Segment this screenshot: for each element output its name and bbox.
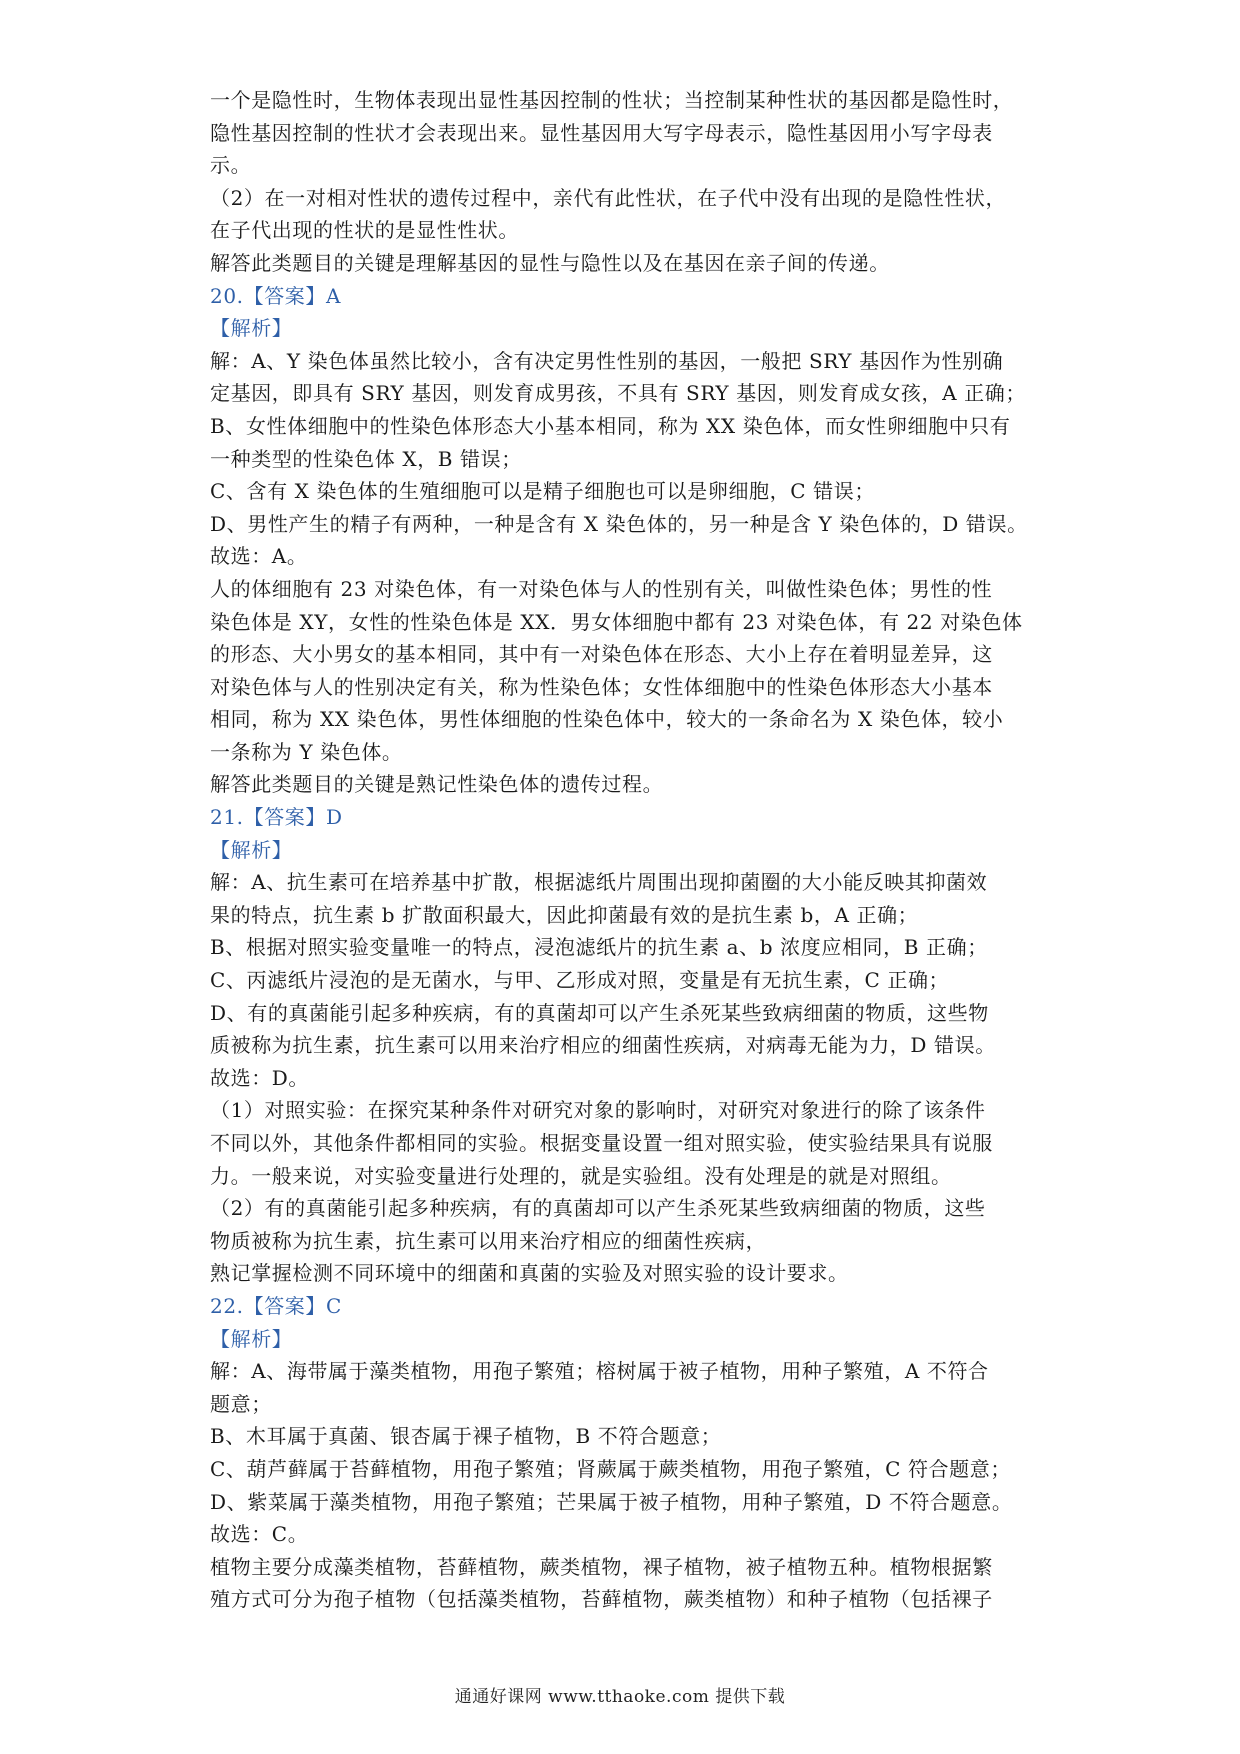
text-line: 染色体是 XY，女性的性染色体是 XX．男女体细胞中都有 23 对染色体，有 22 对染色体 — [210, 609, 1023, 634]
answer-heading-line: 20.【答案】A — [210, 283, 342, 308]
text-line: 解答此类题目的关键是熟记性染色体的遗传过程。 — [210, 772, 664, 797]
text-line: 力。一般来说，对实验变量进行处理的，就是实验组。没有处理是的就是对照组。 — [210, 1163, 952, 1188]
text-line: B、根据对照实验变量唯一的特点，浸泡滤纸片的抗生素 a、b 浓度应相同，B 正确； — [210, 935, 988, 960]
text-line: 植物主要分成藻类植物，苔藓植物，蕨类植物，裸子植物，被子植物五种。植物根据繁 — [210, 1554, 993, 1579]
text-line: 解：A、Y 染色体虽然比较小，含有决定男性性别的基因，一般把 SRY 基因作为性别确 — [210, 348, 1004, 373]
text-line: 在子代出现的性状的是显性性状。 — [210, 218, 519, 243]
text-line: （2）在一对相对性状的遗传过程中，亲代有此性状，在子代中没有出现的是隐性性状， — [210, 185, 1007, 210]
text-line: D、紫菜属于藻类植物，用孢子繁殖；芒果属于被子植物，用种子繁殖，D 不符合题意。 — [210, 1489, 1013, 1514]
text-line: 对染色体与人的性别决定有关，称为性染色体；女性体细胞中的性染色体形态大小基本 — [210, 674, 993, 699]
text-line: D、有的真菌能引起多种疾病，有的真菌却可以产生杀死某些致病细菌的物质，这些物 — [210, 1000, 989, 1025]
text-line: （1）对照实验：在探究某种条件对研究对象的影响时，对研究对象进行的除了该条件 — [210, 1098, 986, 1123]
text-line: C、含有 X 染色体的生殖细胞可以是精子细胞也可以是卵细胞，C 错误； — [210, 479, 875, 504]
answer-heading-line: 22.【答案】C — [210, 1293, 342, 1318]
text-line: 物质被称为抗生素，抗生素可以用来治疗相应的细菌性疾病， — [210, 1228, 767, 1253]
text-line: 故选：D。 — [210, 1065, 310, 1090]
text-line: B、女性体细胞中的性染色体形态大小基本相同，称为 XX 染色体，而女性卵细胞中只有 — [210, 413, 1011, 438]
text-line: 解：A、抗生素可在培养基中扩散，根据滤纸片周围出现抑菌圈的大小能反映其抑菌效 — [210, 870, 988, 895]
answer-heading-line: 【解析】 — [210, 837, 293, 862]
text-line: 不同以外，其他条件都相同的实验。根据变量设置一组对照实验，使实验结果具有说服 — [210, 1131, 993, 1155]
text-line: 解：A、海带属于藻类植物，用孢子繁殖；榕树属于被子植物，用种子繁殖，A 不符合 — [210, 1359, 989, 1384]
text-line: 质被称为抗生素，抗生素可以用来治疗相应的细菌性疾病，对病毒无能为力，D 错误。 — [210, 1033, 996, 1058]
document-body — [210, 84, 1042, 1616]
text-line: 殖方式可分为孢子植物（包括藻类植物，苔藓植物，蕨类植物）和种子植物（包括裸子 — [210, 1587, 993, 1612]
answer-heading-line: 21.【答案】D — [210, 805, 343, 830]
answer-heading-line: 【解析】 — [210, 316, 293, 341]
text-line: 故选：A。 — [210, 544, 308, 569]
text-line: 隐性基因控制的性状才会表现出来。显性基因用大写字母表示，隐性基因用小写字母表 — [210, 120, 993, 145]
text-line: 定基因，即具有 SRY 基因，则发育成男孩，不具有 SRY 基因，则发育成女孩，A 正确； — [210, 381, 1026, 406]
text-line: C、葫芦藓属于苔藓植物，用孢子繁殖；肾蕨属于蕨类植物，用孢子繁殖，C 符合题意； — [210, 1456, 1011, 1481]
text-line: 相同，称为 XX 染色体，男性体细胞的性染色体中，较大的一条命名为 X 染色体，较小 — [210, 707, 1004, 732]
text-line: C、丙滤纸片浸泡的是无菌水，与甲、乙形成对照，变量是有无抗生素，C 正确； — [210, 968, 950, 993]
text-line: 果的特点，抗生素 b 扩散面积最大，因此抑菌最有效的是抗生素 b，A 正确； — [210, 902, 919, 927]
text-line: 解答此类题目的关键是理解基因的显性与隐性以及在基因在亲子间的传递。 — [210, 250, 890, 275]
text-line: 的形态、大小男女的基本相同，其中有一对染色体在形态、大小上存在着明显差异，这 — [210, 642, 993, 667]
text-line: 示。 — [210, 153, 252, 178]
text-line: 一条称为 Y 染色体。 — [210, 739, 403, 764]
text-line: 熟记掌握检测不同环境中的细菌和真菌的实验及对照实验的设计要求。 — [210, 1261, 849, 1286]
text-line: 人的体细胞有 23 对染色体，有一对染色体与人的性别有关，叫做性染色体；男性的性 — [210, 576, 993, 601]
text-line: 一个是隐性时，生物体表现出显性基因控制的性状；当控制某种性状的基因都是隐性时， — [210, 88, 1014, 112]
text-line: 故选：C。 — [210, 1522, 309, 1547]
text-line: （2）有的真菌能引起多种疾病，有的真菌却可以产生杀死某些致病细菌的物质，这些 — [210, 1196, 986, 1221]
text-line: 一种类型的性染色体 X，B 错误； — [210, 446, 522, 471]
text-line: 题意； — [210, 1391, 272, 1416]
answer-heading-line: 【解析】 — [210, 1326, 293, 1351]
text-line: D、男性产生的精子有两种，一种是含有 X 染色体的，另一种是含 Y 染色体的，D 错误。 — [210, 511, 1028, 536]
page-footer: 通通好课网 www.tthaoke.com 提供下载 — [454, 1687, 786, 1707]
text-line: B、木耳属于真菌、银杏属于裸子植物，B 不符合题意； — [210, 1424, 722, 1449]
